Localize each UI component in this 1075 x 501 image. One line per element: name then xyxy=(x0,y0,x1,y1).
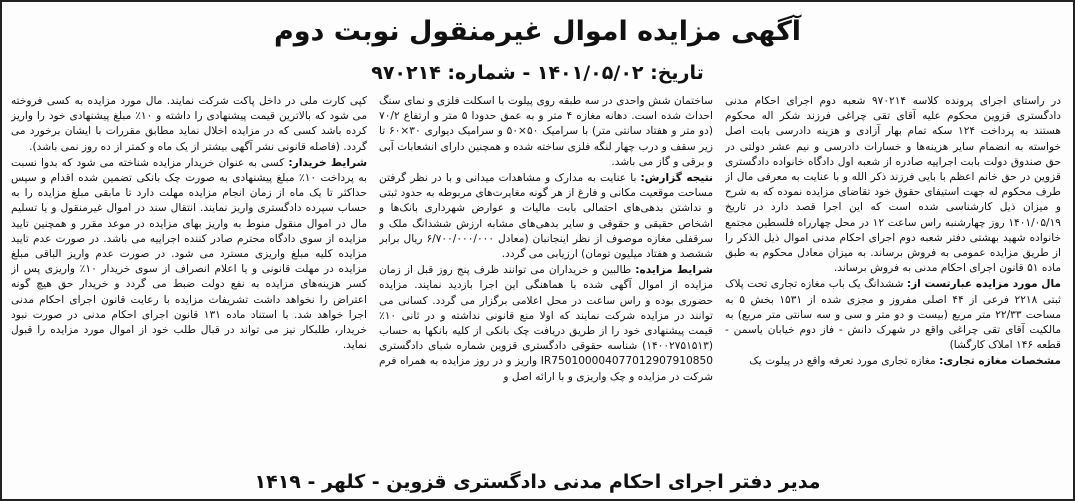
property-heading: مال مورد مزایده عبارتست از: xyxy=(906,278,1061,291)
buyer-terms-text: کسی به عنوان خریدار مزایده شناخته می شود که بدوا نسبت به پرداخت ۱۰٪ مبلغ پیشنهادی به صورت چک بانکی تضمین شده اقدام و سپس حداکثر تا یک ماه از زمان انجام مزایده مهلت دارد تا مابقی مبلغ مزایده را به حساب سپرده دادگستری واریز نمایند. انتقال سند در اموال غیرمنقول و یا تسلیم مال در اموال منقول منوط به واریز بهای مزایده در موعد مقرر و همچنین تایید مزایده از سوی دادگاه محترم صادر کننده اجراییه می باشد. در صورت عدم تایید مزایده کلیه مبلغ واریزی مسترد می شود. در صورت عدم واریز الباقی مبلغ مزایده در مهلت قانونی و یا اعلام انصراف از سوی خریدار ۱۰٪ واریزی پس از کسر هزینه‌های مزایده به نفع دولت ضبط می گردد و خریدار حق هیچ گونه اعتراض را نخواهد داشت تشریفات مزایده با رعایت قانون اجرای احکام مدنی اجرا خواهد شد. با استناد ماده ۱۳۱ قانون اجرای احکام مدنی در صورت نبود خریدار، طلبکار نیز می تواند در قبال طلب خود از اموال مورد مزایده را قبول نماید. xyxy=(11,156,367,352)
buyer-terms-heading: شرایط خریدار: xyxy=(288,156,367,169)
notice-date-number: تاریخ: ۱۴۰۱/۰۵/۰۲ - شماره: ۹۷۰۲۱۴ xyxy=(371,62,704,84)
shop-specs-text: مغازه تجاری مورد تعرفه واقع در پیلوت یک xyxy=(749,355,936,368)
shop-specs-heading: مشخصات مغازه تجاری: xyxy=(939,355,1061,368)
auction-terms-heading: شرایط مزایده: xyxy=(635,264,713,277)
text-column-left xyxy=(11,94,367,478)
auction-terms-continued: کپی کارت ملی در داخل پاکت شرکت نمایند. مال مورد مزایده به کسی فروخته می شود که بالاترین قیمت پیشنهادی را داشته و ۱۰٪ مبلغ پیشنهادی خود را واریز کرده باشد کسی که در مزایده اخلال نماید مطابق مقررات با ایشان برخورد می گردد. (فاصله قانونی نشر آگهی بیشتر از یک ماه و کمتر از ده روز نمی باشد). xyxy=(11,95,367,153)
building-description: ساختمان شش واحدی در سه طبقه روی پیلوت با اسکلت فلزی و نمای سنگ احداث شده است. دهانه مغازه ۴ متر و به عمق حدودا ۵ متر و ارتفاع ۷۰/۲ (دو متر و هفتاد سانتی متر) با سرامیک ۵۰×۵۰ و سرامیک دیواری ۳۰×۶۰ تا زیر سقف و درب چهار لنگه فلزی ساخته شده و همچنین دارای انشعابات آبی و برقی و گاز می باشد. xyxy=(379,95,713,168)
case-intro-paragraph: در راستای اجرای پرونده کلاسه ۹۷۰۲۱۴ شعبه دوم اجرای احکام مدنی دادگستری قزوین محکوم علیه آقای تقی چراغی فرزند شکر اله محکوم هستند به پرداخت ۱۲۴ سکه تمام بهار آزادی و هزینه دادرسی بابت اصل خواسته به انضمام سایر هزینه‌ها و خسارات دادرسی و نیم عشر دولتی در حق صندوق دولت بابت اجراییه صادره از شعبه اول دادگاه خانواده دادگستری قزوین در حق خانم اعظم با بایی فرزند ذکر الله و با عنایت به معرفی مال از طرف محکوم له جهت استیفای حقوق خود تقاضای مزایده نموده که به شرح و میزان ذیل کارشناسی شده است که این اجرا قصد دارد در تاریخ ۱۴۰۱/۰۵/۱۹ روز چهارشنبه راس ساعت ۱۲ در محل چهارراه فلسطین مجتمع خانواده شهید بهشتی دفتر شعبه دوم اجرای احکام مدنی اموال ذیل الذکر را از طریق مزایده عمومی به فروش برساند. به میزان معادل محکوم به طبق ماده ۵۱ قانون اجرای احکام مدنی به فروش برساند. xyxy=(725,95,1061,275)
text-column-middle xyxy=(379,94,713,478)
report-result-heading: نتیجه گزارش: xyxy=(640,172,713,185)
notice-title: آگهی مزایده اموال غیرمنقول نوبت دوم xyxy=(273,16,802,47)
text-column-right xyxy=(725,94,1061,478)
auction-terms-text: طالبین و خریداران می توانند ظرف پنج روز قبل از زمان مزایده از اموال آگهی شده با هماهنگی این اجرا بازدید نمایند. مزایده حضوری بوده و راس ساعت در محل اعلامی برگزار می گردد. کسانی می توانند در مزایده شرکت نمایند که اولا منع قانونی نداشته و در ثانی ۱۰٪ قیمت پیشنهادی خود را از طریق دریافت چک بانکی از کلیه بانکها به حساب (۱۴۰۰۲۷۵۱۵۱۳) شناسه حقوقی دادگستری قزوین شماره شبای دادگستری IR750100004077012907910850 واریز و در روز مزایده به همراه فرم شرکت در مزایده و چک واریزی و با ارائه اصل و xyxy=(379,264,713,383)
property-description: ششدانگ یک باب مغازه تجاری تحت پلاک ثبتی ۲۲۱۸ فرعی از ۴۴ اصلی مفروز و مجزی شده از ۱۵۳۱ بخش ۵ به مساحت ۲۲/۳۳ متر مربع (بیست و دو متر و سی و سه سانتی متر مربع) به مالکیت آقای تقی چراغی واقع در شهرک دانش - فاز دوم خیابان یاسمن - قطعه ۱۴۶ املاک کارگشا) xyxy=(725,278,1061,352)
report-result-text: با عنایت به مدارک و مشاهدات میدانی و با در نظر گرفتن مساحت موقعیت مکانی و فارغ از هر گونه مغایرت‌های مربوطه به حدود ثبتی و نداشتن بدهی‌های احتمالی بابت مالیات و عوارض شهرداری بانک‌ها و اشخاص حقیقی و حقوقی و سایر بدهی‌های مشابه ارزش ششدانگ ملک و سرقفلی مغازه موصوف از نظر اینجانبان (معادل ۶/۷۰۰/۰۰۰/۰۰۰ ریال برابر ششصد و هفتاد میلیون تومان) ارزیابی می گردد. xyxy=(379,172,713,261)
notice-signature: مدیر دفتر اجرای احکام مدنی دادگستری قزوین - کلهر - ۱۴۱۹ xyxy=(254,471,821,493)
